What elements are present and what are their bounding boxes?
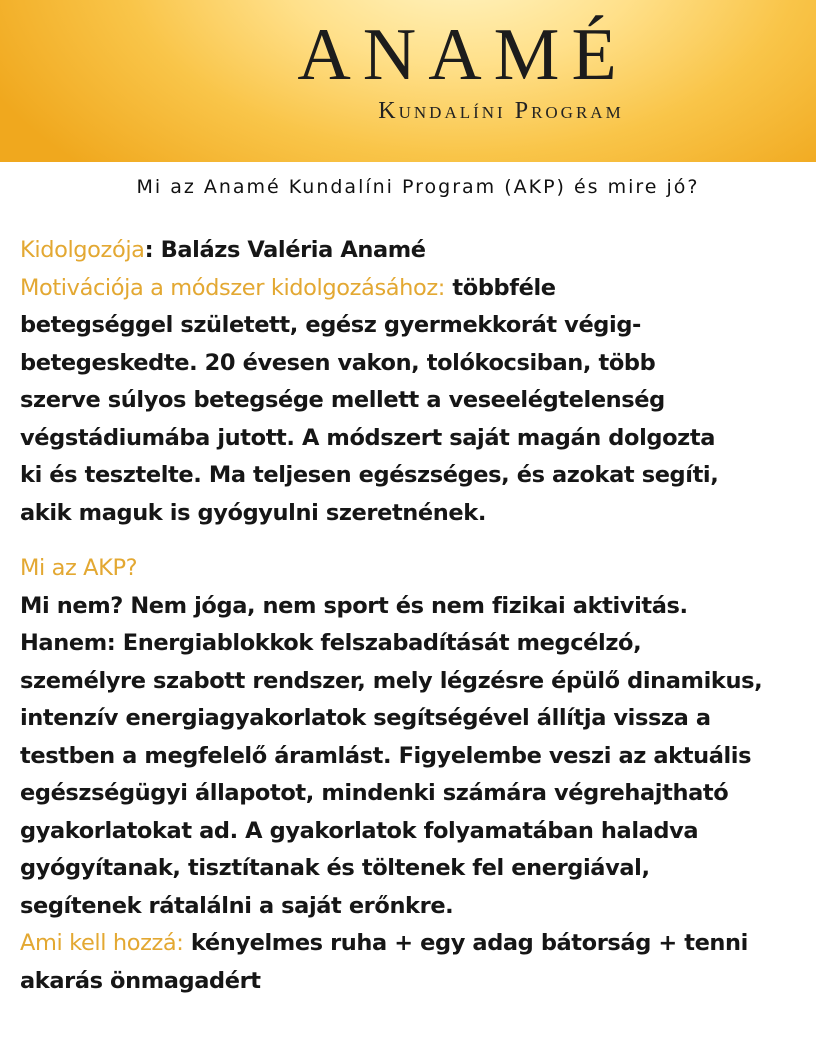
akp-heading: Mi az AKP? (20, 555, 138, 581)
section-gap (20, 532, 810, 550)
logo-subtitle: Kundalíni Program (378, 98, 624, 124)
motivation-text-line: végstádiumába jutott. A módszert saját magán dolgozta (20, 424, 715, 451)
akp-text-line: személyre szabott rendszer, mely légzésre épülő dinamikus, (20, 667, 763, 694)
motivation-line (20, 270, 810, 308)
motivation-text-line: ki és tesztelte. Ma teljesen egészséges, és azokat segíti, (20, 462, 719, 488)
author-line (20, 232, 810, 270)
akp-text-line: gyakorlatokat ad. A gyakorlatok folyamatában haladva (20, 817, 699, 844)
motivation-text: többféle (444, 274, 556, 301)
main-content (20, 232, 810, 1000)
akp-text-line: Hanem: Energiablokkok felszabadítását megcélzó, (20, 630, 642, 656)
needs-line (20, 925, 810, 963)
needs-text: kényelmes ruha + egy adag bátorság + tenni (183, 930, 748, 956)
akp-text-line: Mi nem? Nem jóga, nem sport és nem fizikai aktivitás. (20, 592, 688, 619)
akp-text-line: egészségügyi állapotot, mindenki számára végrehajtható (20, 780, 729, 806)
page-question: Mi az Anamé Kundalíni Program (AKP) és mire jó? (136, 176, 700, 198)
logo-title: ANAMÉ (297, 14, 629, 96)
akp-text-line: segítenek rátalálni a saját erőnkre. (20, 892, 454, 919)
needs-text-line: akarás önmagadért (20, 967, 261, 994)
motivation-text-line: akik maguk is gyógyulni szeretnének. (20, 499, 486, 526)
needs-label: Ami kell hozzá: (20, 930, 184, 956)
author-label: Kidolgozója (20, 237, 145, 263)
akp-text-line: testben a megfelelő áramlást. Figyelembe veszi az aktuális (20, 742, 752, 769)
author-sep: : (144, 237, 154, 263)
akp-text-line: gyógyítanak, tisztítanak és töltenek fel energiával, (20, 855, 650, 881)
motivation-text-line: betegeskedte. 20 évesen vakon, tolókocsiban, több (20, 349, 656, 376)
header-banner (0, 0, 816, 162)
motivation-label: Motivációja a módszer kidolgozásához: (20, 274, 445, 301)
motivation-text-line: betegséggel született, egész gyermekkorát végig- (20, 312, 641, 338)
akp-text-line: intenzív energiagyakorlatok segítségével állítja vissza a (20, 705, 711, 731)
motivation-text-line: szerve súlyos betegsége mellett a veseelégtelenség (20, 387, 665, 413)
author-name: Balázs Valéria Anamé (153, 237, 426, 263)
